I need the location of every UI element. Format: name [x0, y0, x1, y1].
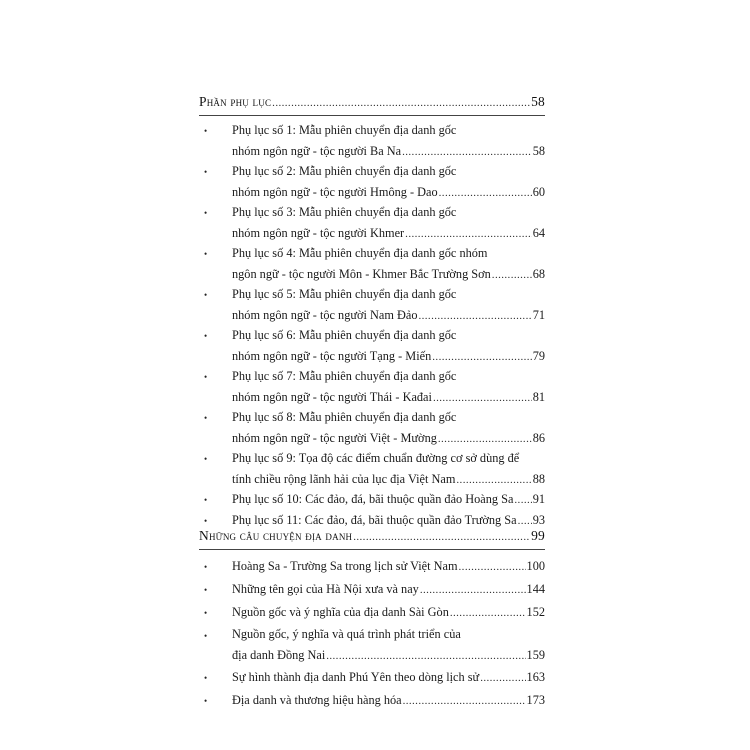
section-page-number: 99	[531, 528, 545, 543]
entry-title: nhóm ngôn ngữ - tộc người Khmer	[232, 225, 405, 240]
toc-entry[interactable]	[199, 555, 545, 578]
entry-line	[232, 366, 545, 387]
toc-section	[199, 526, 545, 712]
entry-line	[232, 223, 545, 244]
entry-line	[232, 666, 545, 689]
entry-title: Những tên gọi của Hà Nội xưa và nay	[232, 582, 419, 596]
toc-entry[interactable]	[199, 366, 545, 407]
bullet-icon: •	[204, 126, 208, 136]
entry-title: Địa danh và thương hiệu hàng hóa	[232, 693, 402, 707]
entry-page-number: 152	[526, 605, 545, 619]
entry-page-number: 173	[526, 693, 545, 707]
entry-line	[232, 645, 545, 666]
dot-leader	[456, 470, 531, 491]
toc-entry[interactable]	[199, 120, 545, 161]
entry-page-number: 68	[532, 266, 545, 281]
entry-line	[232, 555, 545, 578]
entry-line	[232, 243, 545, 264]
toc-entry[interactable]	[199, 489, 545, 510]
entry-line	[232, 202, 545, 223]
bullet-icon: •	[204, 331, 208, 341]
dot-leader	[438, 429, 532, 450]
bullet-icon: •	[204, 454, 208, 464]
bullet-icon: •	[204, 562, 208, 572]
bullet-icon: •	[204, 631, 208, 641]
bullet-icon: •	[204, 372, 208, 382]
bullet-icon: •	[204, 515, 208, 526]
dot-leader	[433, 388, 532, 409]
entry-page-number: 144	[526, 582, 545, 596]
entry-title: ngôn ngữ - tộc người Môn - Khmer Bắc Trường Sơn	[232, 266, 491, 281]
entry-line	[232, 469, 545, 490]
entry-line	[232, 161, 545, 182]
bullet-icon: •	[204, 290, 208, 300]
entry-line	[232, 601, 545, 624]
entry-line	[232, 407, 545, 428]
entry-page-number: 86	[532, 430, 545, 445]
dot-leader	[353, 527, 530, 547]
entry-line	[232, 284, 545, 305]
entry-title: Sự hình thành địa danh Phú Yên theo dòng lịch sử	[232, 670, 480, 684]
entry-title: nhóm ngôn ngữ - tộc người Ba Na	[232, 143, 402, 158]
toc-entry[interactable]	[199, 689, 545, 712]
bullet-icon: •	[204, 495, 208, 505]
entry-title: nhóm ngôn ngữ - tộc người Hmông - Dao	[232, 184, 438, 199]
toc-entry[interactable]	[199, 325, 545, 366]
bullet-icon: •	[204, 696, 208, 706]
entry-page-number: 64	[532, 225, 545, 240]
entry-title: Phụ lục số 11: Các đảo, đá, bãi thuộc quần đảo Trường Sa	[232, 512, 517, 527]
entry-page-number: 60	[532, 184, 545, 199]
section-divider	[199, 549, 545, 550]
entry-title: Phụ lục số 6: Mẫu phiên chuyển địa danh gốc	[232, 328, 457, 342]
entry-line	[232, 489, 545, 510]
entry-line	[232, 689, 545, 712]
entry-line	[232, 182, 545, 203]
dot-leader	[272, 93, 530, 113]
entry-line	[232, 264, 545, 285]
entry-title: Phụ lục số 2: Mẫu phiên chuyển địa danh gốc	[232, 164, 457, 178]
entry-line	[232, 624, 545, 645]
entry-title: Phụ lục số 4: Mẫu phiên chuyển địa danh gốc nhóm	[232, 246, 488, 260]
entry-line	[232, 141, 545, 162]
section-heading[interactable]	[199, 92, 545, 112]
dot-leader	[420, 579, 526, 602]
section-heading[interactable]	[199, 526, 545, 546]
entry-line	[232, 387, 545, 408]
dot-leader	[450, 602, 526, 625]
entry-title: địa danh Đồng Nai	[232, 648, 326, 662]
bullet-icon: •	[204, 585, 208, 595]
entry-line	[232, 428, 545, 449]
entry-page-number: 58	[532, 143, 545, 158]
bullet-icon: •	[204, 249, 208, 259]
entry-title: nhóm ngôn ngữ - tộc người Tạng - Miến	[232, 348, 432, 363]
entry-title: Hoàng Sa - Trường Sa trong lịch sử Việt Nam	[232, 559, 458, 573]
entry-title: Phụ lục số 3: Mẫu phiên chuyển địa danh gốc	[232, 205, 457, 219]
bullet-icon: •	[204, 208, 208, 218]
dot-leader	[418, 306, 531, 327]
section-page-number: 58	[531, 94, 545, 109]
dot-leader	[459, 556, 526, 579]
entry-title: tính chiều rộng lãnh hải của lục địa Việt Nam	[232, 471, 456, 486]
toc-entry[interactable]	[199, 448, 545, 489]
entry-title: Phụ lục số 5: Mẫu phiên chuyển địa danh gốc	[232, 287, 457, 301]
dot-leader	[492, 265, 532, 286]
section-divider	[199, 115, 545, 116]
entry-page-number: 93	[532, 512, 545, 527]
entry-title: nhóm ngôn ngữ - tộc người Việt - Mường	[232, 430, 437, 445]
toc-entry[interactable]	[199, 202, 545, 243]
entry-title: Phụ lục số 9: Tọa độ các điểm chuẩn đường cơ sở dùng để	[232, 451, 520, 465]
dot-leader	[326, 646, 525, 667]
entry-title: Phụ lục số 7: Mẫu phiên chuyển địa danh gốc	[232, 369, 457, 383]
entry-title: Nguồn gốc và ý nghĩa của địa danh Sài Gòn	[232, 605, 449, 619]
entry-line	[232, 578, 545, 601]
section-title: Những câu chuyện địa danh	[199, 528, 353, 543]
entry-line	[232, 325, 545, 346]
entry-title: Phụ lục số 10: Các đảo, đá, bãi thuộc quần đảo Hoàng Sa	[232, 492, 514, 506]
entry-page-number: 71	[532, 307, 545, 322]
entry-title: Phụ lục số 1: Mẫu phiên chuyển địa danh gốc	[232, 123, 457, 137]
entry-line	[232, 120, 545, 141]
toc-entry[interactable]	[199, 284, 545, 325]
entry-line	[232, 305, 545, 326]
toc-entry[interactable]	[199, 578, 545, 601]
dot-leader	[480, 667, 525, 690]
toc-section	[199, 92, 545, 530]
dot-leader	[405, 224, 532, 245]
entry-line	[232, 448, 545, 469]
bullet-icon: •	[204, 413, 208, 423]
bullet-icon: •	[204, 167, 208, 177]
entry-title: nhóm ngôn ngữ - tộc người Nam Đảo	[232, 307, 418, 322]
entry-page-number: 159	[526, 648, 545, 662]
dot-leader	[514, 490, 531, 511]
entry-page-number: 163	[526, 670, 545, 684]
entry-title: nhóm ngôn ngữ - tộc người Thái - Kađai	[232, 389, 432, 404]
entry-page-number: 100	[526, 559, 545, 573]
bullet-icon: •	[204, 673, 208, 683]
entry-page-number: 79	[532, 348, 545, 363]
entry-page-number: 81	[532, 389, 545, 404]
dot-leader	[432, 347, 531, 368]
toc-entry[interactable]	[199, 243, 545, 284]
entry-title: Nguồn gốc, ý nghĩa và quá trình phát triển của	[232, 627, 461, 641]
section-title: Phần phụ lục	[199, 94, 272, 109]
toc-entry[interactable]	[199, 624, 545, 666]
dot-leader	[403, 690, 526, 713]
entry-title: Phụ lục số 8: Mẫu phiên chuyển địa danh gốc	[232, 410, 457, 424]
toc-entry[interactable]	[199, 666, 545, 689]
dot-leader	[439, 183, 532, 204]
dot-leader	[402, 142, 532, 163]
bullet-icon: •	[204, 608, 208, 618]
toc-entry[interactable]	[199, 601, 545, 624]
toc-entry[interactable]	[199, 161, 545, 202]
entry-page-number: 91	[532, 492, 545, 506]
entry-page-number: 88	[532, 471, 545, 486]
entry-line	[232, 346, 545, 367]
toc-entry[interactable]	[199, 407, 545, 448]
